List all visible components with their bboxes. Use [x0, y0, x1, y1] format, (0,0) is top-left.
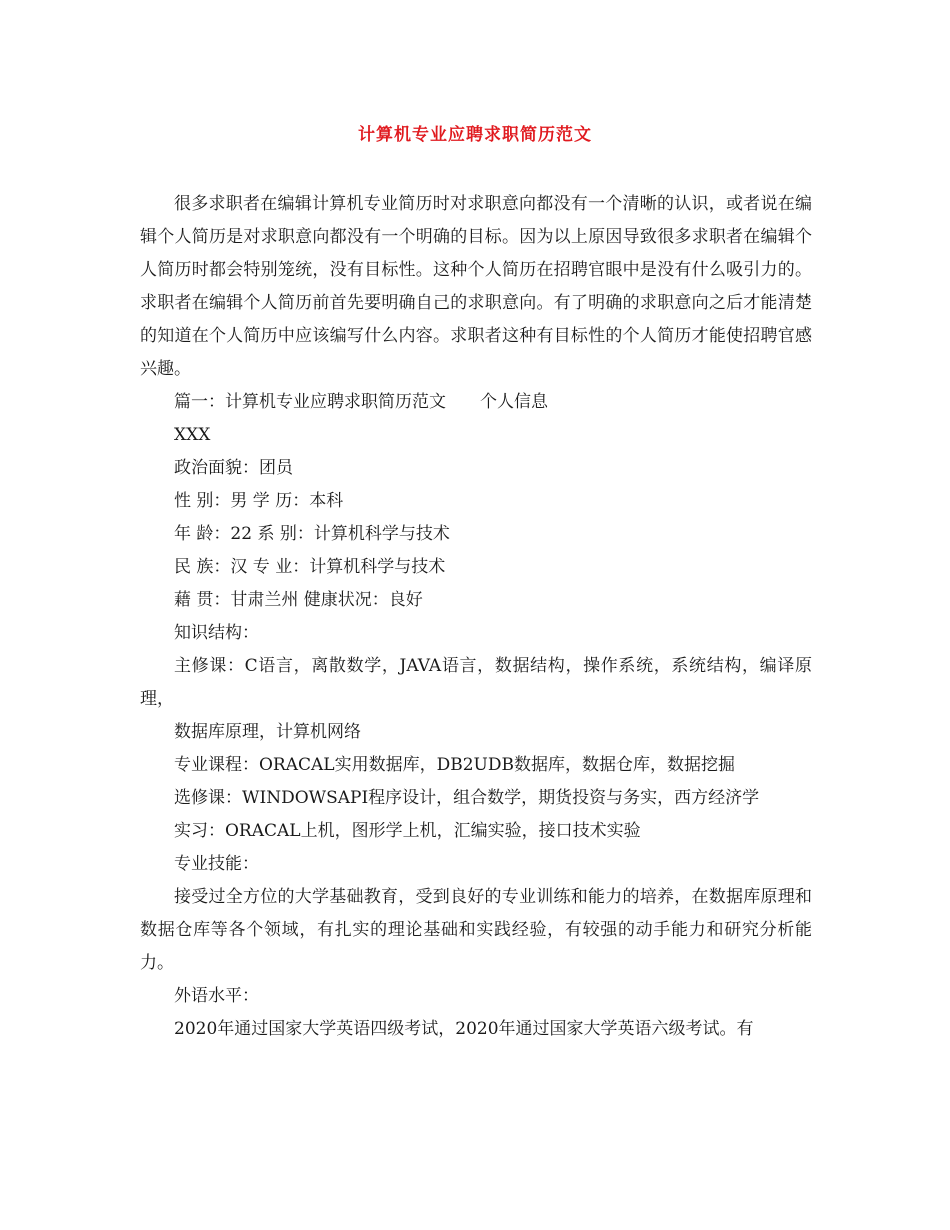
ethnicity-major-line: 民 族：汉 专 业：计算机科学与技术: [174, 557, 446, 577]
electives-line: 选修课：WINDOWSAPI程序设计，组合数学，期货投资与务实，西方经济学: [174, 788, 760, 808]
age-department-line: 年 龄：22 系 别：计算机科学与技术: [174, 524, 450, 544]
skills-paragraph: 接受过全方位的大学基础教育，受到良好的专业训练和能力的培养，在数据库原理和数据仓库等各个领域，有扎实的理论基础和实践经验，有较强的动手能力和研究分析能力。: [140, 887, 812, 973]
language-paragraph: 2020年通过国家大学英语四级考试，2020年通过国家大学英语六级考试。有: [174, 1019, 754, 1039]
language-heading: 外语水平：: [174, 986, 259, 1006]
main-courses-line: 主修课：C语言，离散数学，JAVA语言，数据结构，操作系统，系统结构，编译原理，: [140, 656, 812, 709]
practice-line: 实习：ORACAL上机，图形学上机，汇编实验，接口技术实验: [174, 821, 641, 841]
knowledge-heading: 知识结构：: [174, 623, 259, 643]
main-courses-continued: 数据库原理，计算机网络: [174, 722, 361, 742]
professional-courses-line: 专业课程：ORACAL实用数据库，DB2UDB数据库，数据仓库，数据挖掘: [174, 755, 735, 775]
document-title: 计算机专业应聘求职简历范文: [358, 125, 592, 145]
section-heading: 篇一：计算机专业应聘求职简历范文: [174, 392, 446, 412]
section-heading-line: [140, 386, 812, 419]
intro-paragraph: 很多求职者在编辑计算机专业简历时对求职意向都没有一个清晰的认识，或者说在编辑个人简历是对求职意向都没有一个明确的目标。因为以上原因导致很多求职者在编辑个人简历时都会特别笼统，没有目标性。这种个人简历在招聘官眼中是没有什么吸引力的。求职者在编辑个人简历前首先要明确自己的求职意向。有了明确的求职意向之后才能清楚的知道在个人简历中应该编写什么内容。求职者这种有目标性的个人简历才能使招聘官感兴趣。: [140, 194, 812, 379]
political-status-line: 政治面貌：团员: [174, 458, 293, 478]
hometown-health-line: 藉 贯：甘肃兰州 健康状况：良好: [174, 590, 423, 610]
personal-info-label: 个人信息: [480, 392, 548, 412]
skills-heading: 专业技能：: [174, 854, 259, 874]
document-body: [140, 188, 812, 1046]
gender-education-line: 性 别：男 学 历：本科: [174, 491, 344, 511]
name-line: XXX: [174, 425, 211, 445]
